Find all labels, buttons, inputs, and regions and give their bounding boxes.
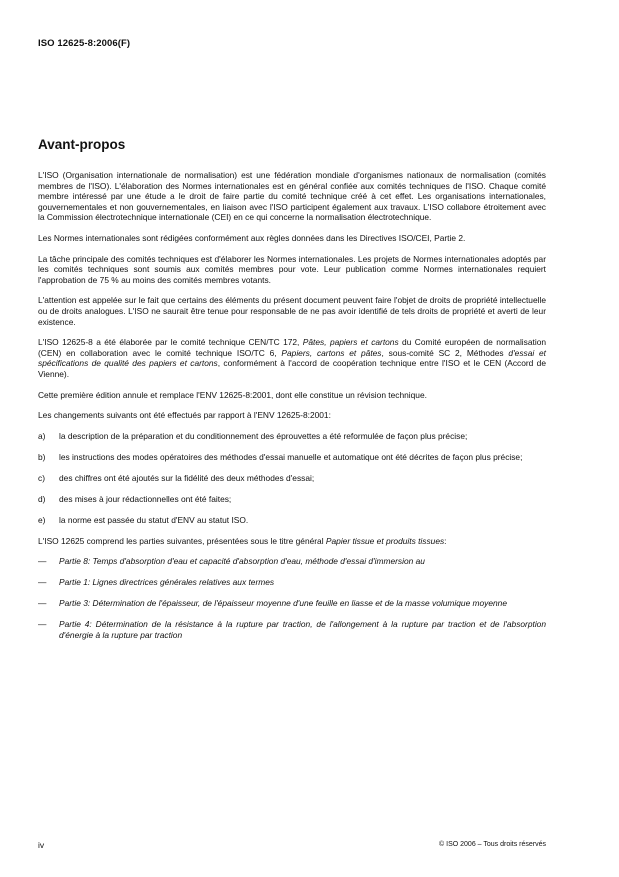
text-span: L'ISO 12625-8 a été élaborée par le comité technique CEN/TC 172, bbox=[38, 337, 303, 348]
list-item-change-c bbox=[38, 473, 546, 484]
list-text: les instructions des modes opératoires des méthodes d'essai manuelle et automatique ont été décrites de façon plus précise; bbox=[59, 451, 523, 462]
copyright-notice: © ISO 2006 – Tous droits réservés bbox=[439, 841, 546, 848]
list-text: des chiffres ont été ajoutés sur la fidélité des deux méthodes d'essai; bbox=[59, 472, 315, 483]
list-marker: e) bbox=[38, 515, 46, 526]
list-marker: a) bbox=[38, 430, 46, 441]
page-number: iv bbox=[38, 840, 45, 850]
list-item-change-e bbox=[38, 515, 546, 526]
list-item-part-1 bbox=[38, 577, 546, 588]
text-span: du Comité européen de normalisation (CEN) en collaboration avec le comité technique ISO/TC 6, bbox=[38, 337, 547, 358]
list-item-change-b bbox=[38, 452, 546, 463]
document-header: ISO 12625-8:2006(F) bbox=[38, 38, 131, 49]
paragraph-edition: Cette première édition annule et remplace l'ENV 12625-8:2001, dont elle constitue un révision technique. bbox=[38, 389, 427, 400]
list-marker: c) bbox=[38, 472, 45, 483]
list-item-change-a bbox=[38, 431, 546, 442]
dash-marker: — bbox=[38, 619, 47, 630]
text-span: , conformément à l'accord de coopération technique entre l'ISO et le CEN (Accord de Vienne). bbox=[38, 358, 546, 379]
list-text: Partie 1: Lignes directrices générales relatives aux termes bbox=[59, 576, 275, 587]
paragraph-prepared-by bbox=[38, 337, 546, 379]
list-text: la norme est passée du statut d'ENV au statut ISO. bbox=[59, 515, 249, 526]
list-text: Partie 8: Temps d'absorption d'eau et capacité d'absorption d'eau, méthode d'essai d'immersion au bbox=[59, 555, 425, 566]
list-marker: b) bbox=[38, 451, 46, 462]
paragraph-directives: Les Normes internationales sont rédigées conformément aux règles données dans les Directives ISO/CEI, Partie 2. bbox=[38, 232, 466, 243]
list-item-change-d bbox=[38, 494, 546, 505]
paragraph-technical-committees: La tâche principale des comités techniques est d'élaborer les Normes internationales. Les projets de Normes internationales adoptés par les comités techniques sont soumis aux comités membres pour vote. Leur publication comme Normes internationales requiert l'approbation de 75 % au moins des comités membres votants. bbox=[38, 253, 546, 285]
list-text: des mises à jour rédactionnelles ont été faites; bbox=[59, 493, 232, 504]
dash-marker: — bbox=[38, 597, 47, 608]
italic-span: Papiers, cartons et pâtes bbox=[281, 347, 382, 358]
dash-marker: — bbox=[38, 576, 47, 587]
text-span: L'ISO 12625 comprend les parties suivantes, présentées sous le titre général bbox=[38, 536, 326, 547]
list-text: Partie 4: Détermination de la résistance à la rupture par traction, de l'allongement à la rupture par traction et de l'absorption d'énergie à la rupture par traction bbox=[59, 619, 546, 640]
list-text: Partie 3: Détermination de l'épaisseur, de l'épaisseur moyenne d'une feuille en liasse et de la masse volumique moyenne bbox=[59, 597, 508, 608]
text-span: , sous-comité SC 2, Méthodes bbox=[381, 347, 509, 358]
paragraph-parts-intro bbox=[38, 536, 546, 547]
italic-span: Pâtes, papiers et cartons bbox=[302, 337, 399, 348]
list-item-part-8 bbox=[38, 556, 546, 567]
dash-marker: — bbox=[38, 555, 47, 566]
list-item-part-4 bbox=[38, 619, 546, 640]
text-span: : bbox=[444, 536, 447, 547]
list-marker: d) bbox=[38, 493, 46, 504]
document-body bbox=[38, 170, 546, 651]
paragraph-iso-intro: L'ISO (Organisation internationale de normalisation) est une fédération mondiale d'organismes nationaux de normalisation (comités membres de l'ISO). L'élaboration des Normes internationales est en général confiée aux comités techniques de l'ISO. Chaque comité membre intéressé par une étude a le droit de faire partie du comité technique créé à cet effet. Les organisations internationales, gouvernementales et non gouvernementales, en liaison avec l'ISO participent également aux travaux. L'ISO collabore étroitement avec la Commission électrotechnique internationale (CEI) en ce qui concerne la normalisation électrotechnique. bbox=[38, 170, 546, 223]
italic-span: d'essai et spécifications de qualité des papiers et cartons bbox=[38, 347, 547, 369]
list-text: la description de la préparation et du conditionnement des éprouvettes a été reformulée de façon plus précise; bbox=[59, 430, 468, 441]
list-item-part-3 bbox=[38, 598, 546, 609]
paragraph-patent-rights: L'attention est appelée sur le fait que certains des éléments du présent document peuvent faire l'objet de droits de propriété intellectuelle ou de droits analogues. L'ISO ne saurait être tenue pour responsable de ne pas avoir identifié de tels droits de propriété et averti de leur existence. bbox=[38, 295, 546, 327]
page-title: Avant-propos bbox=[38, 137, 126, 152]
italic-span: Papier tissue et produits tissues bbox=[325, 536, 445, 547]
paragraph-changes-intro: Les changements suivants ont été effectués par rapport à l'ENV 12625-8:2001: bbox=[38, 410, 331, 421]
